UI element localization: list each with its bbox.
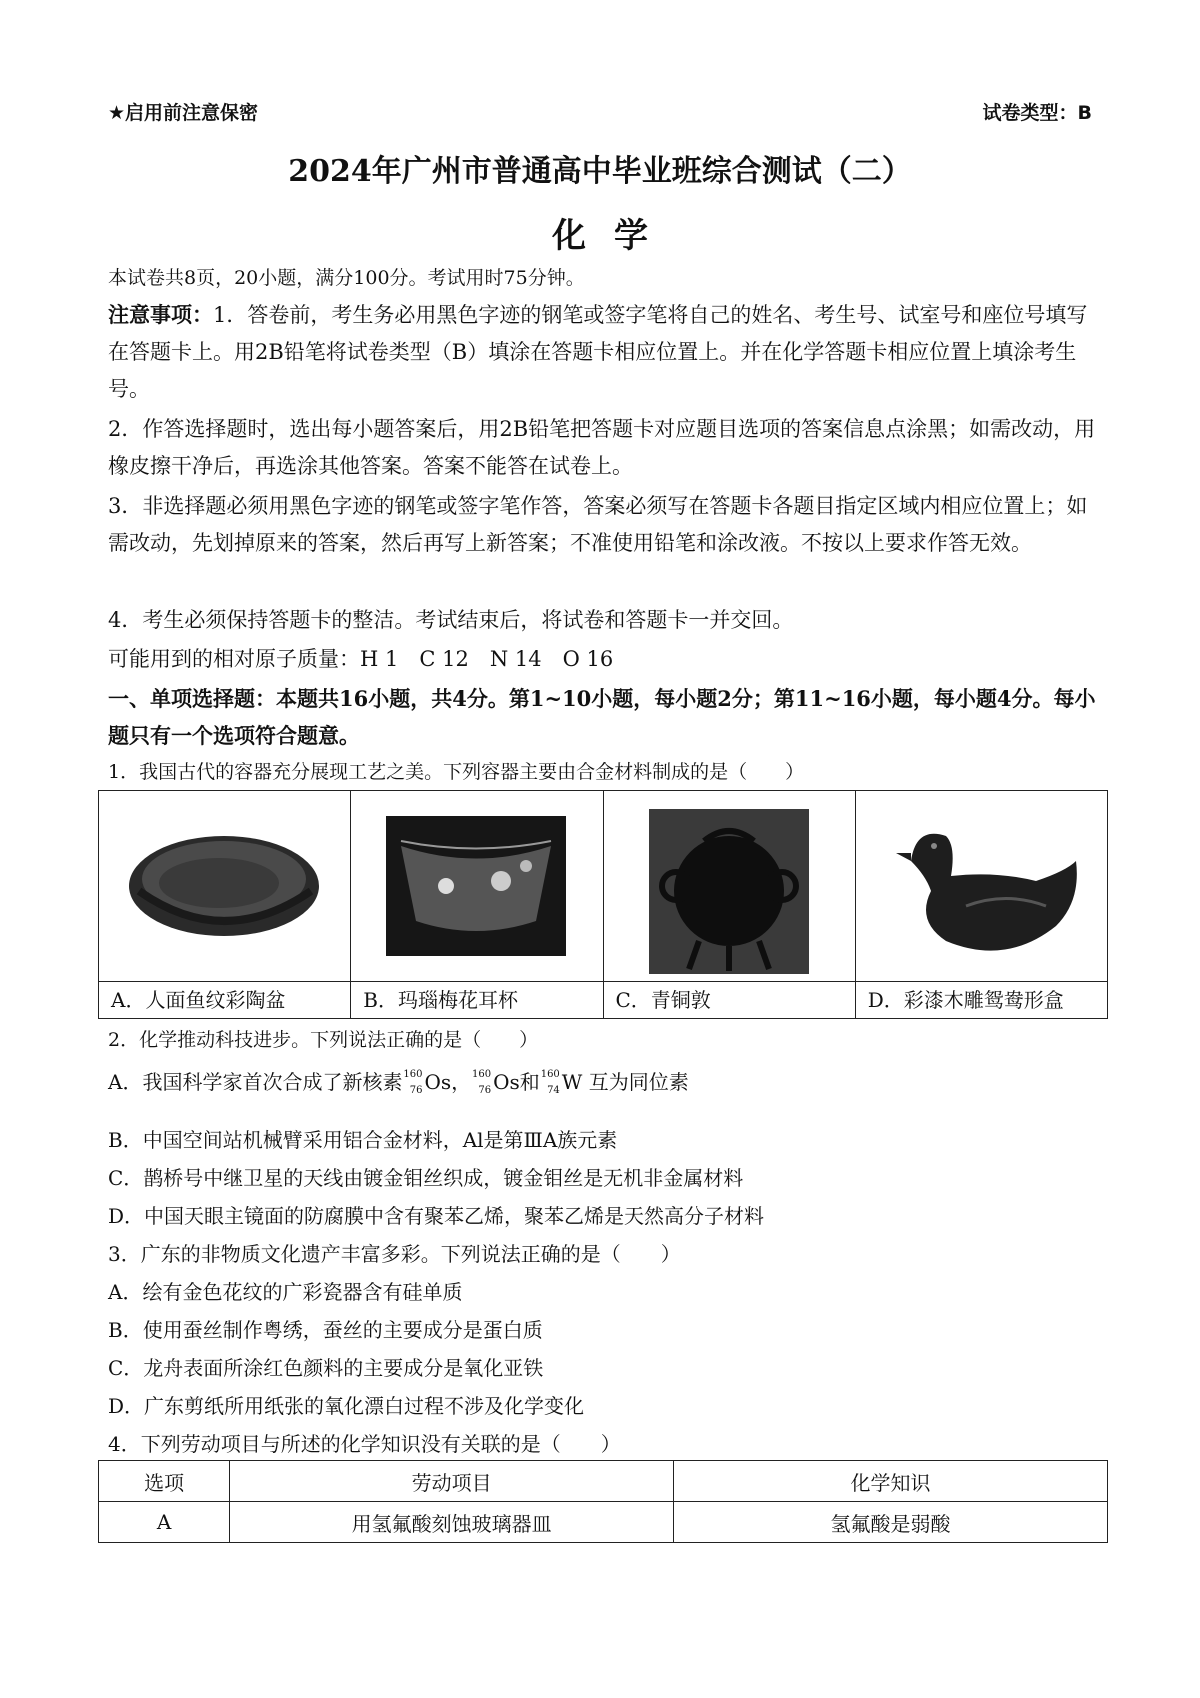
- exam-intro: 本试卷共8页，20小题，满分100分。考试用时75分钟。: [108, 267, 585, 289]
- exam-title: 2024年广州市普通高中毕业班综合测试（二）: [288, 154, 912, 189]
- q4-table: [98, 1460, 1108, 1543]
- table-row: [99, 1502, 1108, 1543]
- notice-item-3: 3．非选择题必须用黑色字迹的钢笔或签字笔作答，答案必须写在答题卡各题目指定区域内相应位置上；如需改动，先划掉原来的答案，然后再写上新答案；不准使用铅笔和涂改液。不按以上要求作答无效。: [108, 494, 1088, 555]
- q1-option-a-label: A．人面鱼纹彩陶盆: [99, 981, 350, 1018]
- q3-stem: 3．广东的非物质文化遗产丰富多彩。下列说法正确的是（ ）: [108, 1242, 681, 1266]
- q2-option-b: B．中国空间站机械臂采用铝合金材料，Al是第ⅢA族元素: [108, 1128, 618, 1152]
- pottery-bowl-icon: [99, 791, 350, 981]
- q1-option-d-label: D．彩漆木雕鸳鸯形盒: [856, 981, 1107, 1018]
- q2-option-d: D．中国天眼主镜面的防腐膜中含有聚苯乙烯，聚苯乙烯是天然高分子材料: [108, 1204, 765, 1228]
- q4-header-knowledge: 化学知识: [674, 1461, 1108, 1502]
- q1-option-b-label: B．玛瑙梅花耳杯: [351, 981, 602, 1018]
- q4-row-a-knowledge: 氢氟酸是弱酸: [674, 1502, 1108, 1543]
- q4-header-task: 劳动项目: [230, 1461, 674, 1502]
- q1-option-d: [855, 791, 1107, 1019]
- notice-item-2: 2．作答选择题时，选出每小题答案后，用2B铅笔把答题卡对应题目选项的答案信息点涂黑；如需改动，用橡皮擦干净后，再选涂其他答案。答案不能答在试卷上。: [108, 417, 1096, 478]
- section-heading: 一、单项选择题：本题共16小题，共4分。第1~10小题，每小题2分；第11~16小题，每小题4分。每小题只有一个选项符合题意。: [108, 686, 1096, 748]
- q2-option-a: A．我国科学家首次合成了新核素 160 76 Os， 160 76 Os和 160 74 W 互为同位素: [108, 1068, 689, 1096]
- notice-block: [108, 296, 1098, 408]
- notice-item-1: 1．答卷前，考生务必用黑色字迹的钢笔或签字笔将自己的姓名、考生号、试室号和座位号填写在答题卡上。用2B铅笔将试卷类型（B）填涂在答题卡相应位置上。并在化学答题卡相应位置上填涂考生号。: [108, 303, 1088, 401]
- q1-option-a: [99, 791, 351, 1019]
- q3-option-c: C．龙舟表面所涂红色颜料的主要成分是氧化亚铁: [108, 1356, 544, 1380]
- q3-option-b: B．使用蚕丝制作粤绣，蚕丝的主要成分是蛋白质: [108, 1318, 543, 1342]
- q4-table-header: [99, 1461, 1108, 1502]
- atomic-mass-line: 可能用到的相对原子质量：H 1 C 12 N 14 O 16: [108, 647, 614, 671]
- q4-row-a-option: A: [99, 1502, 230, 1543]
- q3-option-d: D．广东剪纸所用纸张的氧化漂白过程不涉及化学变化: [108, 1394, 585, 1418]
- notice-item-4: 4．考生必须保持答题卡的整洁。考试结束后，将试卷和答题卡一并交回。: [108, 608, 794, 632]
- q4-header-option: 选项: [99, 1461, 230, 1502]
- subject-title: 化学: [552, 216, 676, 256]
- q2-stem: 2．化学推动科技进步。下列说法正确的是（ ）: [108, 1029, 539, 1051]
- q3-option-a: A．绘有金色花纹的广彩瓷器含有硅单质: [108, 1280, 463, 1304]
- q1-stem: 1．我国古代的容器充分展现工艺之美。下列容器主要由合金材料制成的是（ ）: [108, 761, 805, 783]
- notice-label: 注意事项：: [108, 302, 213, 327]
- q1-option-c: [603, 791, 855, 1019]
- q2-option-c: C．鹊桥号中继卫星的天线由镀金钼丝织成，镀金钼丝是无机非金属材料: [108, 1166, 744, 1190]
- q1-image-table: [98, 790, 1108, 1019]
- duck-box-icon: [856, 791, 1107, 981]
- agate-cup-icon: [351, 791, 602, 981]
- bronze-vessel-icon: [604, 791, 855, 981]
- q1-option-b: [351, 791, 603, 1019]
- paper-type: 试卷类型：B: [982, 102, 1092, 124]
- q4-stem: 4．下列劳动项目与所述的化学知识没有关联的是（ ）: [108, 1432, 621, 1456]
- confidential-note: ★启用前注意保密: [108, 102, 259, 124]
- q4-row-a-task: 用氢氟酸刻蚀玻璃器皿: [230, 1502, 674, 1543]
- q1-option-c-label: C．青铜敦: [604, 981, 855, 1018]
